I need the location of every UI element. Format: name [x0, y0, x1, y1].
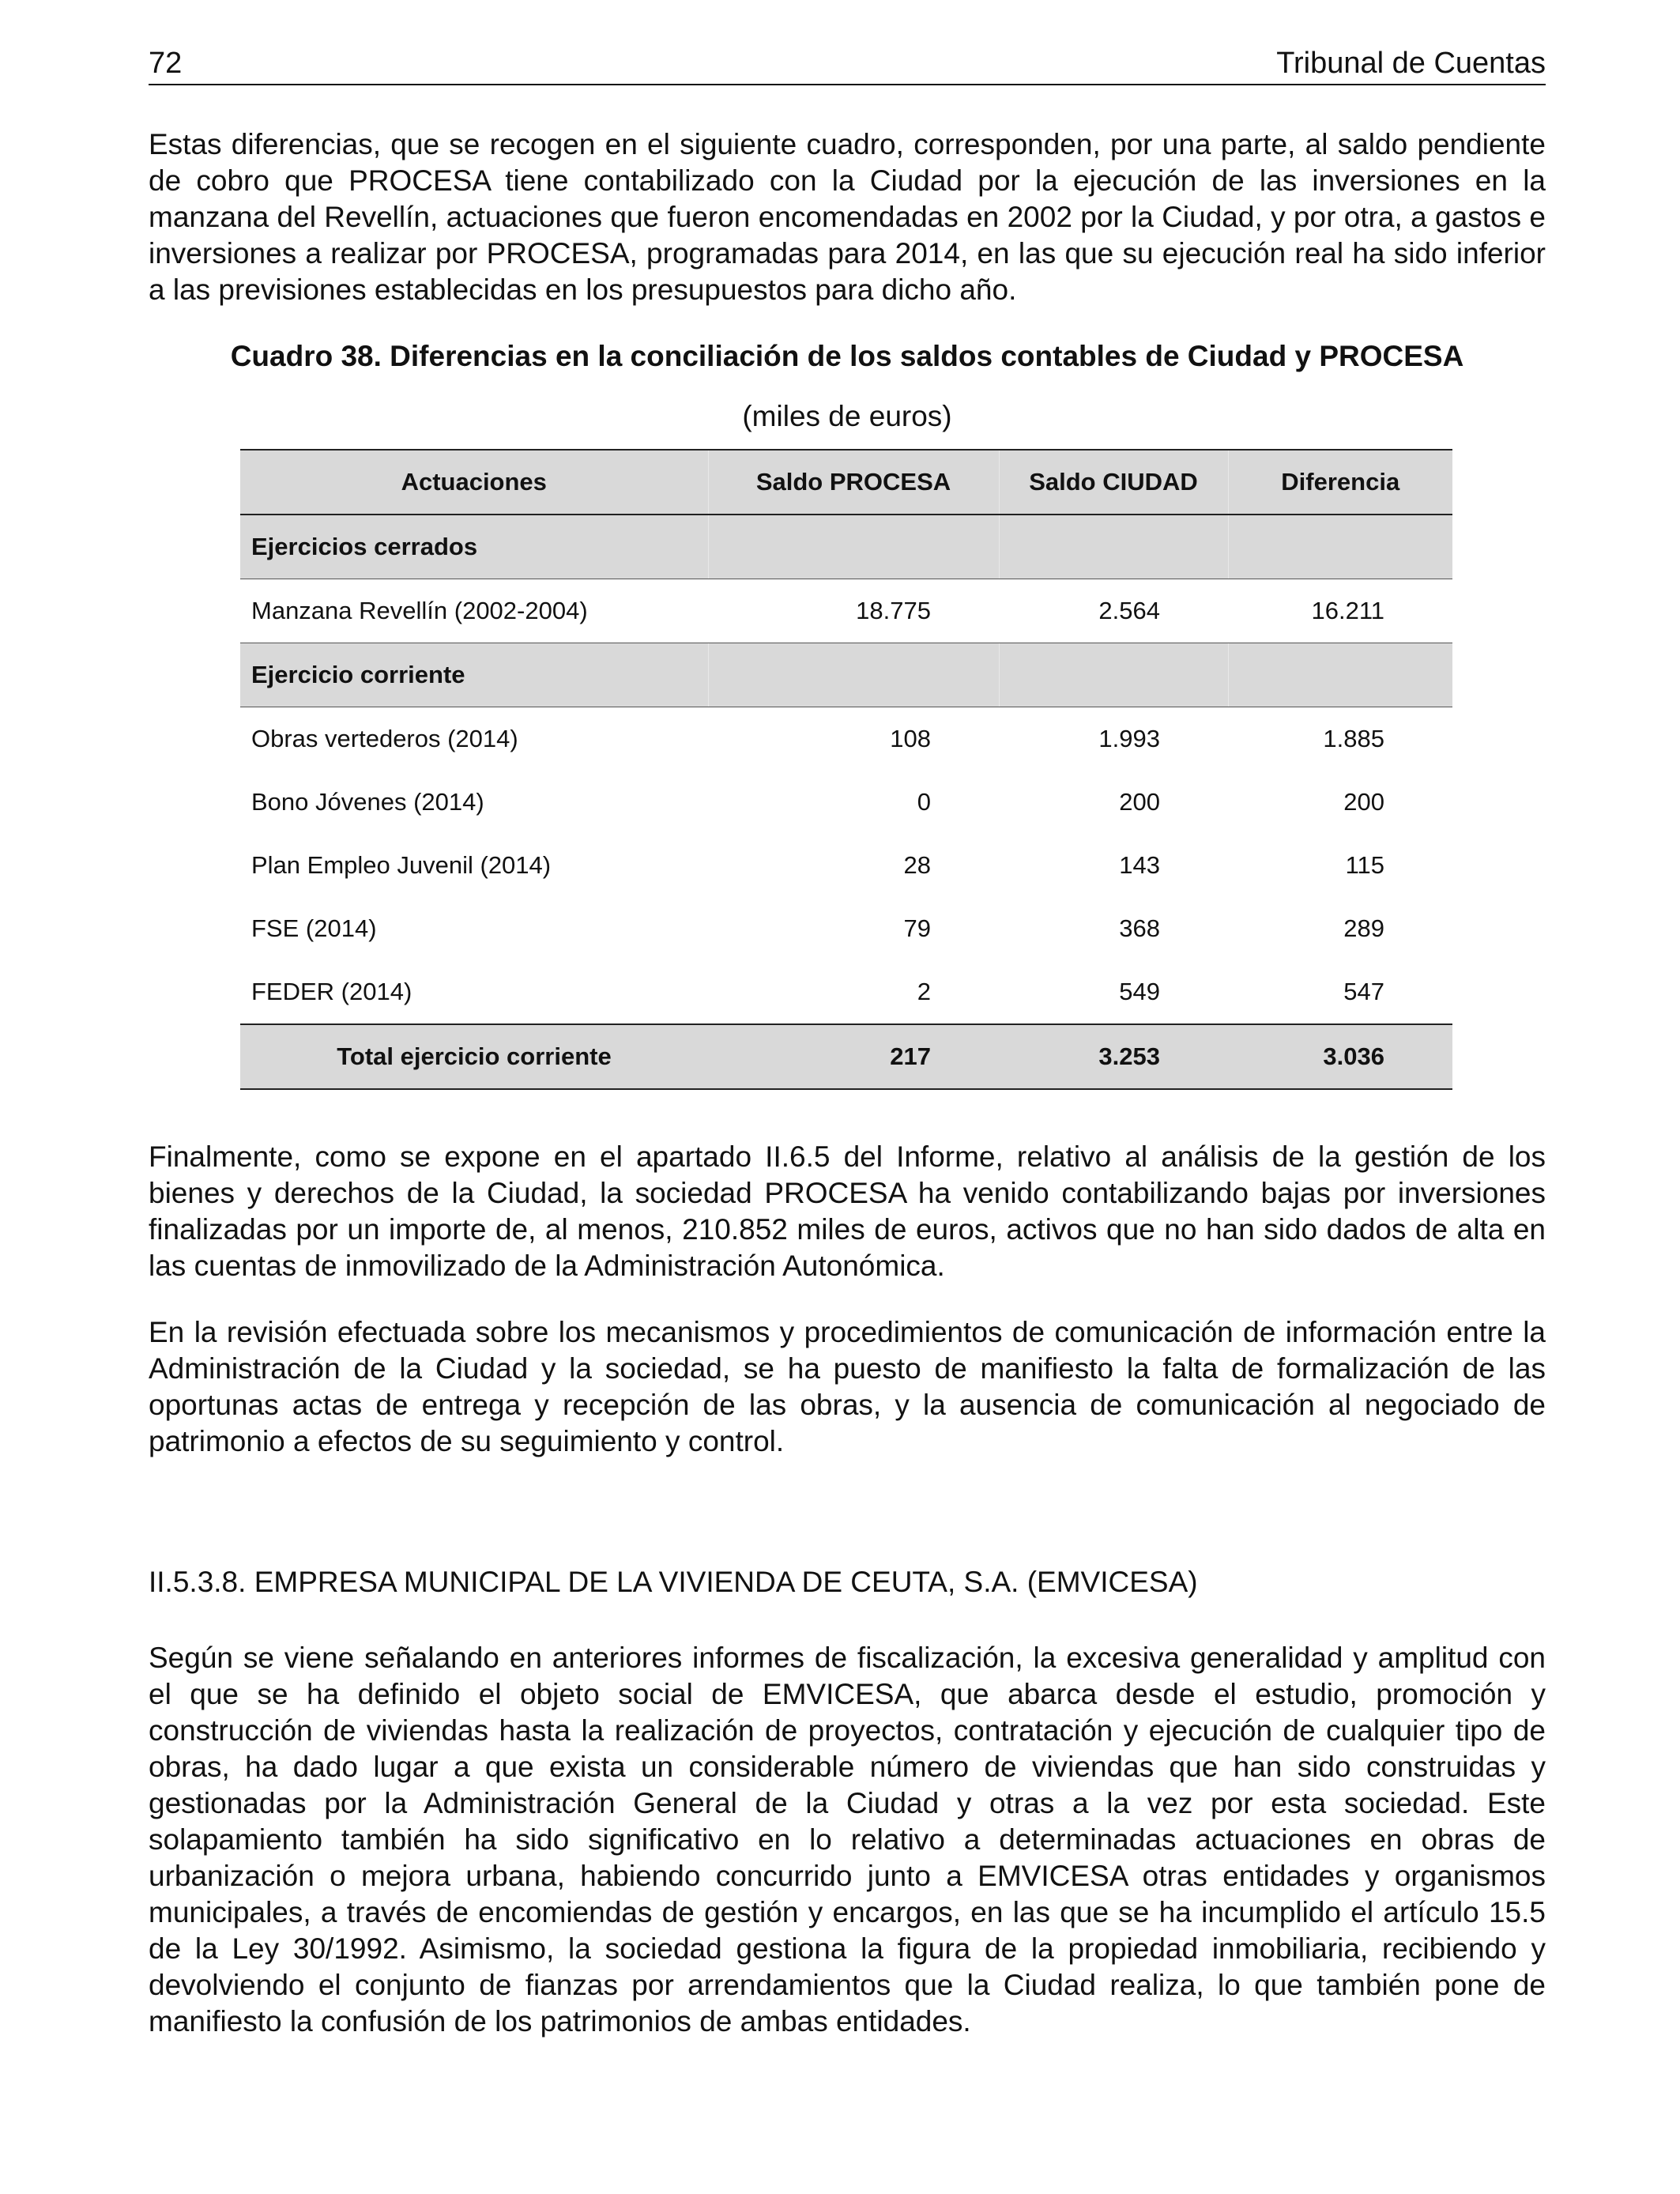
column-header: Actuaciones [240, 450, 708, 515]
table-header-row [240, 450, 1452, 515]
diferencia-cell: 289 [1343, 914, 1384, 942]
diferencia-cell: 16.211 [1228, 579, 1452, 643]
diferencia-cell: 200 [1343, 788, 1384, 816]
body-paragraph: Estas diferencias, que se recogen en el siguiente cuadro, corresponden, por una parte, al saldo pendiente de cobro que PROCESA tiene contabilizado con la Ciudad por la ejecución de las inversiones en la manzana del Revellín, actuaciones que fueron encomendadas en 2002 por la Ciudad, y por otra, a gastos e inversiones a realizar por PROCESA, programadas para 2014, en las que su ejecución real ha sido inferior a las previsiones establecidas en los presupuestos para dicho año. [149, 128, 1546, 306]
total-diferencia-cell: 3.036 [1228, 1024, 1452, 1089]
institution-name: Tribunal de Cuentas [1276, 47, 1546, 80]
total-procesa-cell: 217 [708, 1024, 999, 1089]
section-row-closed [240, 515, 1452, 579]
diferencia-cell: 1.885 [1323, 725, 1384, 752]
saldo-procesa-cell: 108 [890, 725, 931, 752]
body-paragraph: Finalmente, como se expone en el apartado II.6.5 del Informe, relativo al análisis de la gestión de los bienes y derechos de la Ciudad, la sociedad PROCESA ha venido contabilizando bajas por inversiones finalizadas por un importe de, al menos, 210.852 miles de euros, activos que no han sido dados de alta en las cuentas de inmovilizado de la Administración Autonómica. [149, 1140, 1546, 1282]
table-row [240, 771, 1452, 834]
row-label: Bono Jóvenes (2014) [251, 788, 484, 816]
row-label: FSE (2014) [251, 914, 377, 942]
row-label: FEDER (2014) [240, 960, 708, 1024]
table-row [240, 897, 1452, 960]
row-label: Manzana Revellín (2002-2004) [240, 579, 708, 643]
table-title: Cuadro 38. Diferencias en la conciliación de los saldos contables de Ciudad y PROCESA [230, 340, 1464, 372]
table-row [240, 834, 1452, 897]
reconciliation-table [240, 449, 1452, 1090]
table-row [240, 579, 1452, 643]
column-header: Diferencia [1228, 450, 1452, 515]
document-page [149, 46, 1546, 2040]
saldo-procesa-cell: 28 [903, 851, 931, 879]
total-ciudad-cell: 3.253 [999, 1024, 1228, 1089]
saldo-procesa-cell: 2 [708, 960, 999, 1024]
saldo-procesa-cell: 0 [917, 788, 931, 816]
saldo-procesa-cell: 79 [903, 914, 931, 942]
section-label: Ejercicio corriente [240, 643, 708, 707]
body-paragraph: En la revisión efectuada sobre los mecanismos y procedimientos de comunicación de información entre la Administración de la Ciudad y la sociedad, se ha puesto de manifiesto la falta de formalización de las oportunas actas de entrega y recepción de las obras, y la ausencia de comunicación al negociado de patrimonio a efectos de su seguimiento y control. [149, 1316, 1546, 1457]
saldo-ciudad-cell: 200 [1119, 788, 1160, 816]
saldo-ciudad-cell: 549 [999, 960, 1228, 1024]
saldo-ciudad-cell: 368 [1119, 914, 1160, 942]
column-header: Saldo CIUDAD [999, 450, 1228, 515]
diferencia-cell: 115 [1345, 851, 1384, 879]
total-row [240, 1024, 1452, 1089]
section-row-current [240, 643, 1452, 707]
saldo-procesa-cell: 18.775 [708, 579, 999, 643]
row-label: Obras vertederos (2014) [251, 725, 518, 752]
saldo-ciudad-cell: 143 [1119, 851, 1160, 879]
page-header [149, 46, 1546, 85]
body-paragraph: Según se viene señalando en anteriores informes de fiscalización, la excesiva generalidad y amplitud con el que se ha definido el objeto social de EMVICESA, que abarca desde el estudio, promoción y construcción de viviendas hasta la realización de proyectos, contratación y ejecución de cualquier tipo de obras, ha dado lugar a que exista un considerable número de viviendas que han sido construidas y gestionadas por la Administración General de la Ciudad y otras a la vez por esta sociedad. Este solapamiento también ha sido significativo en lo relativo a determinadas actuaciones en obras de urbanización o mejora urbana, habiendo concurrido junto a EMVICESA otras entidades y organismos municipales, a través de encomiendas de gestión y encargos, en las que se ha incumplido el artículo 15.5 de la Ley 30/1992. Asimismo, la sociedad gestiona la figura de la propiedad inmobiliaria, recibiendo y devolviendo el conjunto de fianzas por arrendamientos que la Ciudad realiza, lo que también pone de manifiesto la confusión de los patrimonios de ambas entidades. [149, 1642, 1546, 2038]
saldo-ciudad-cell: 1.993 [1098, 725, 1160, 752]
page-number: 72 [149, 47, 183, 80]
table-unit: (miles de euros) [742, 400, 952, 432]
section-heading: II.5.3.8. EMPRESA MUNICIPAL DE LA VIVIENDA DE CEUTA, S.A. (EMVICESA) [149, 1566, 1198, 1598]
diferencia-cell: 547 [1228, 960, 1452, 1024]
saldo-ciudad-cell: 2.564 [999, 579, 1228, 643]
table-row [240, 707, 1452, 771]
row-label: Plan Empleo Juvenil (2014) [251, 851, 552, 879]
table-row [240, 960, 1452, 1024]
section-label: Ejercicios cerrados [240, 515, 708, 579]
column-header: Saldo PROCESA [708, 450, 999, 515]
total-label: Total ejercicio corriente [240, 1024, 708, 1089]
